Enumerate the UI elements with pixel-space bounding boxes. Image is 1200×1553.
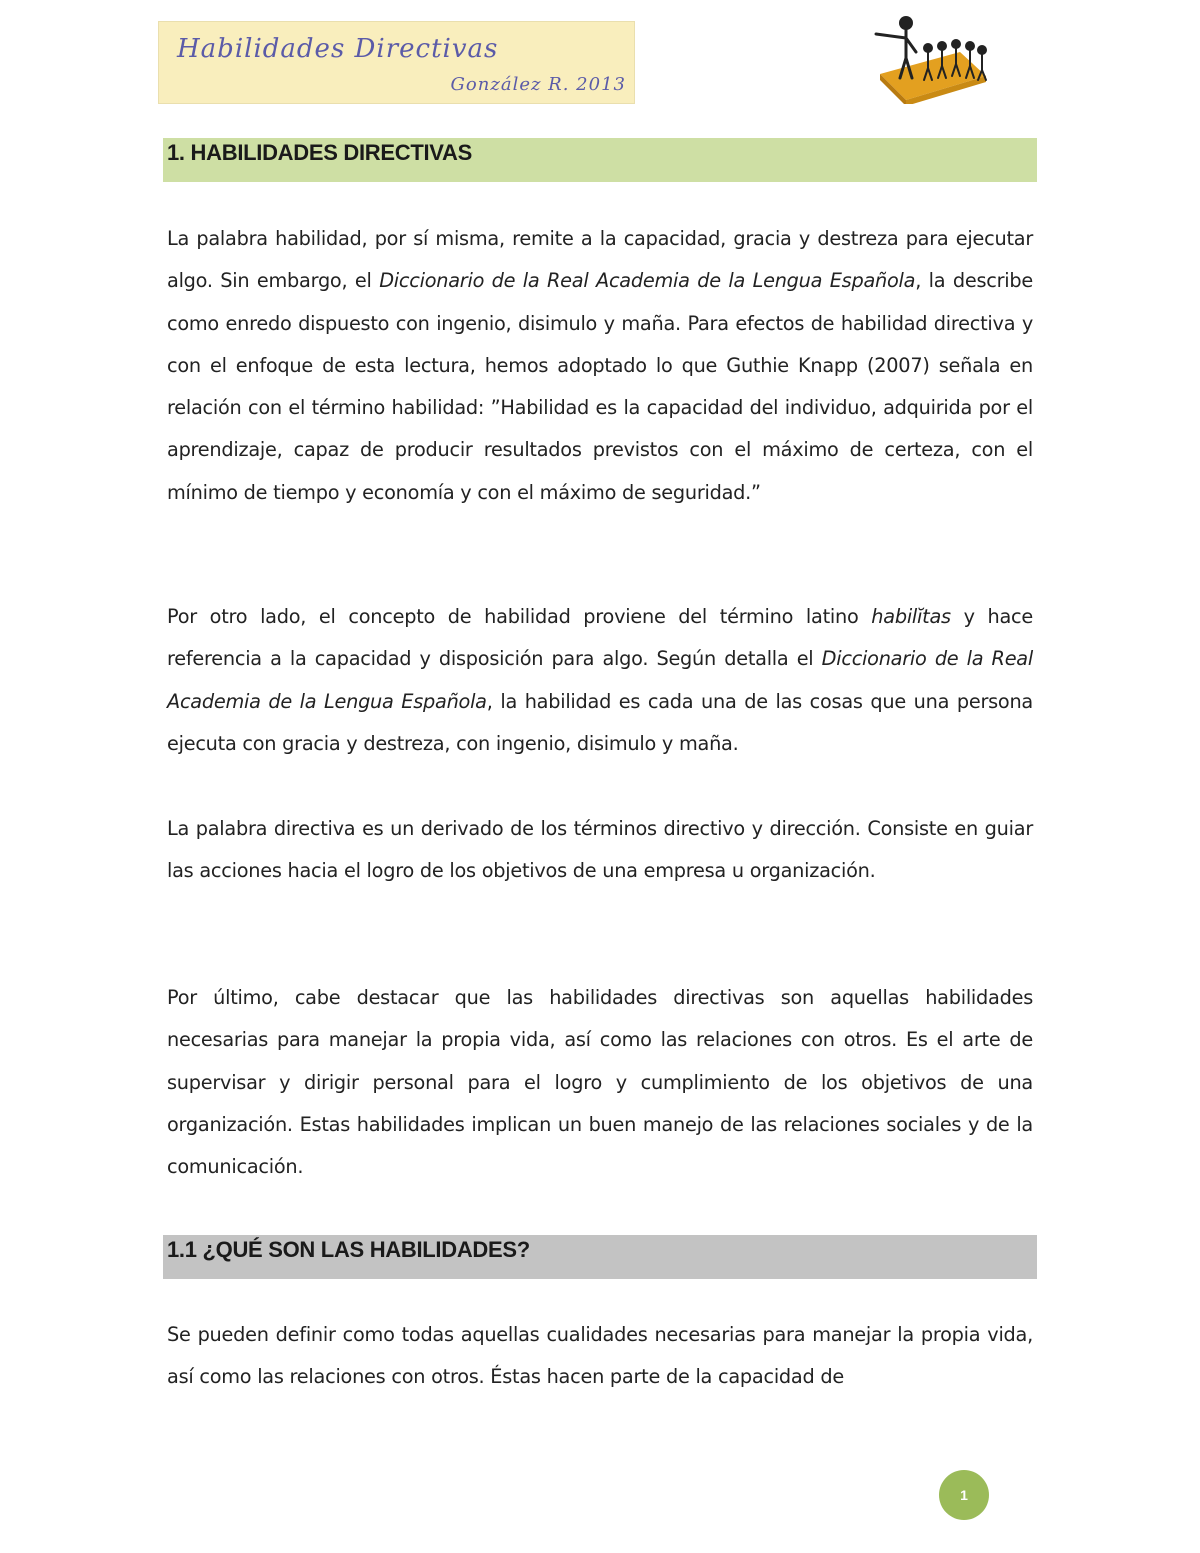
- paragraph-palabra-directiva: La palabra directiva es un derivado de los términos directivo y dirección. Consiste en guiar las acciones hacia el logro de los objetivos de una empresa u organización.: [167, 817, 1033, 883]
- section-heading-que-son-habilidades: 1.1 ¿QUÉ SON LAS HABILIDADES?: [163, 1235, 1037, 1279]
- italic-latin-term: habilĭtas: [871, 605, 951, 628]
- paragraph-text: , la describe como enredo dispuesto con ingenio, disimulo y maña. Para efectos de habilidad directiva y con el enfoque de esta lectura, hemos adoptado lo que Guthie Knapp (2007) señala en relación con el término habilidad: ”Habilidad es la capacidad del individuo, adquirida por el aprendizaje, capaz de producir resultados previstos con el máximo de certeza, con el mínimo de tiempo y economía y con el máximo de seguridad.”: [167, 269, 1033, 504]
- paragraph-definicion-cualidades: Se pueden definir como todas aquellas cualidades necesarias para manejar la propia vida, así como las relaciones con otros. Éstas hacen parte de la capacidad de: [167, 1323, 1033, 1389]
- paragraph-text: Por otro lado, el concepto de habilidad proviene del término latino: [167, 605, 872, 628]
- paragraph-conclusion: Por último, cabe destacar que las habilidades directivas son aquellas habilidades necesarias para manejar la propia vida, así como las relaciones con otros. Es el arte de supervisar y dirigir personal para el logro y cumplimiento de los objetivos de una organización. Estas habilidades implican un buen manejo de las relaciones sociales y de la comunicación.: [167, 986, 1033, 1179]
- banner-subtitle: González R. 2013: [450, 74, 626, 95]
- banner-title: Habilidades Directivas: [177, 34, 499, 64]
- page-number-badge: 1: [939, 1470, 989, 1520]
- paragraph-text: La palabra habilidad, por sí misma, remite a la capacidad, gracia y destreza para ejecutar algo. Sin embargo, el: [167, 227, 1033, 293]
- paragraph-origen-latino: [167, 596, 1033, 765]
- paragraph-text: y hace referencia a la capacidad y disposición para algo. Según detalla el: [167, 605, 1033, 671]
- section-heading-habilidades-directivas: 1. HABILIDADES DIRECTIVAS: [163, 138, 1037, 182]
- italic-dictionary-title: Diccionario de la Real Academia de la Lengua Española: [167, 647, 1033, 713]
- leader-figures-logo-icon: [862, 14, 992, 104]
- header-banner: [158, 21, 635, 104]
- paragraph-definicion-habilidad: [167, 218, 1033, 514]
- paragraph-text: , la habilidad es cada una de las cosas que una persona ejecuta con gracia y destreza, con ingenio, disimulo y maña.: [167, 689, 1033, 755]
- italic-dictionary-title: Diccionario de la Real Academia de la Lengua Española: [379, 269, 916, 293]
